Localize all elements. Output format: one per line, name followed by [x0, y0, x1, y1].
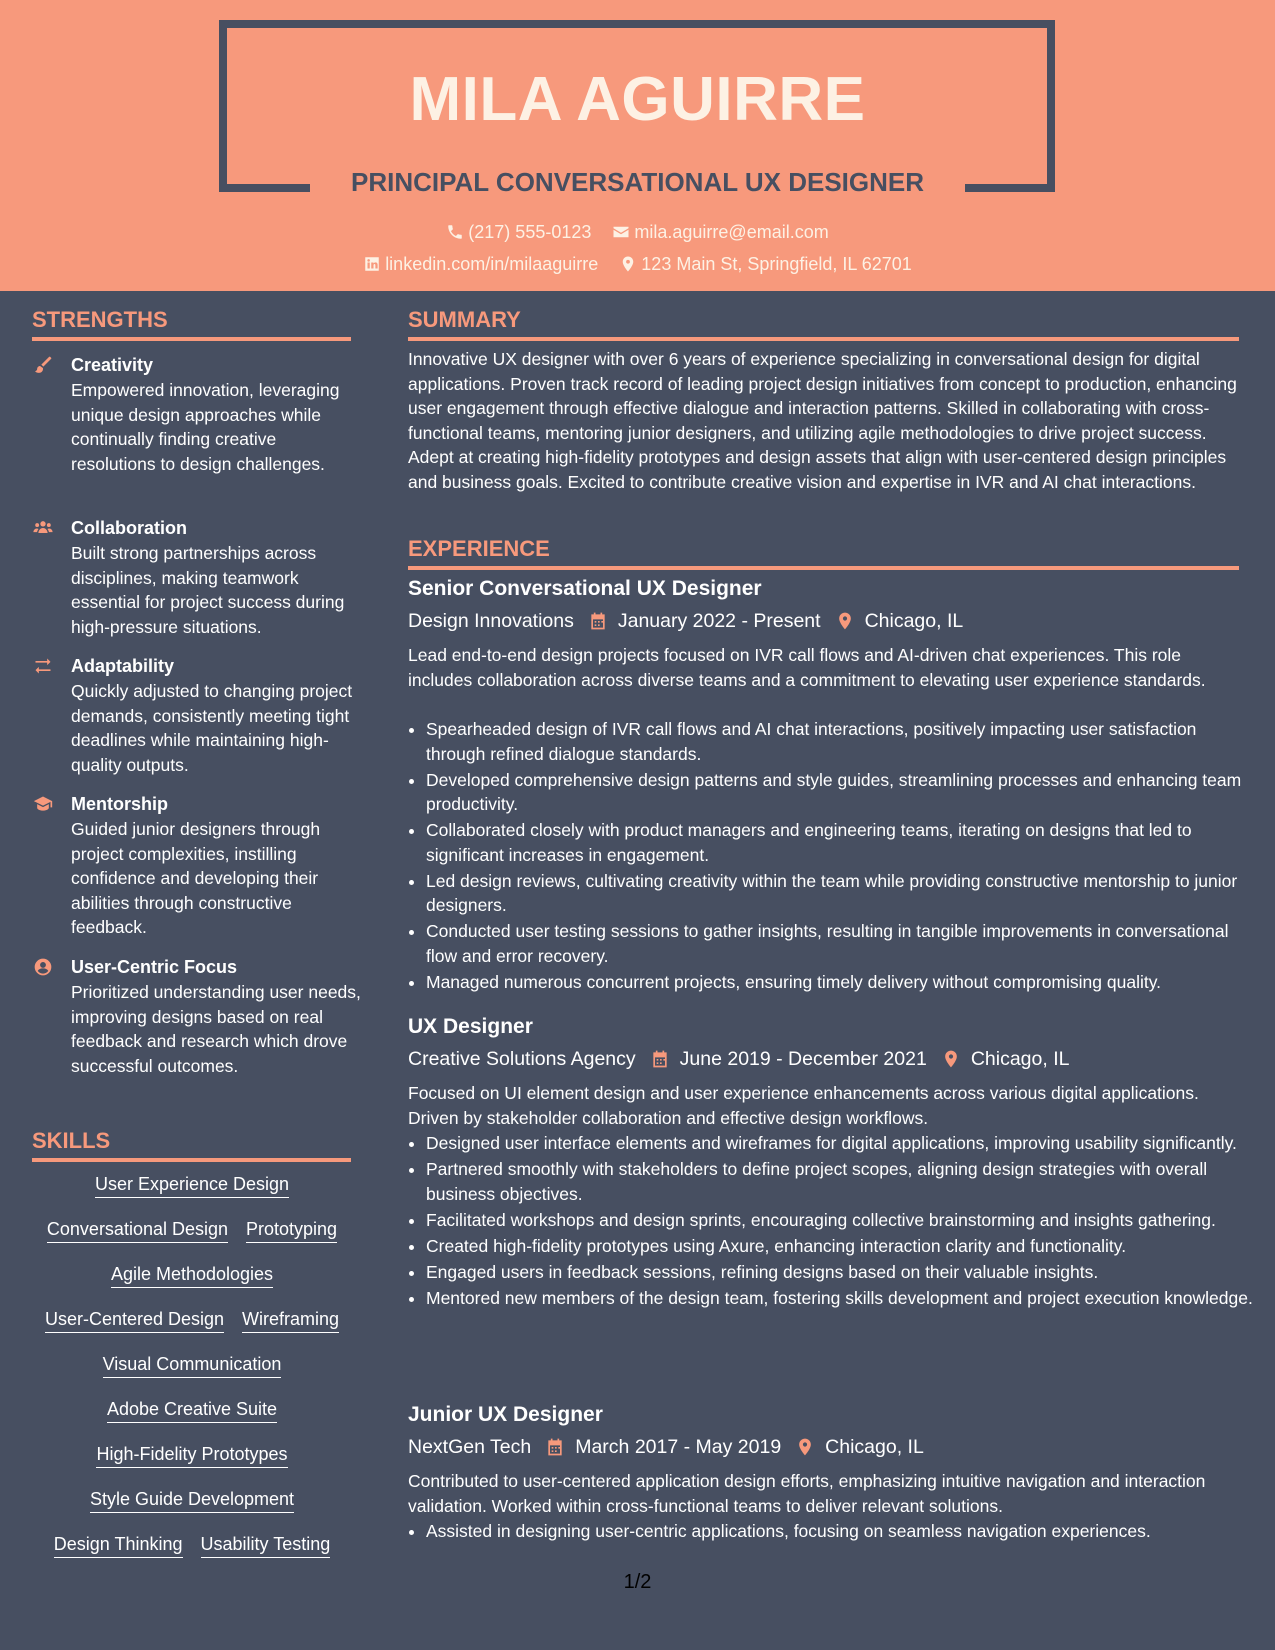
skills-row: [32, 1307, 352, 1352]
email-text: mila.aguirre@email.com: [634, 222, 829, 242]
envelope-icon: [612, 223, 630, 241]
job-bullet: • Facilitated workshops and design sprints, encouraging collective brainstorming and insights gathering.: [426, 1208, 1256, 1233]
job-meta: [408, 1046, 1069, 1072]
strengths-rule: [32, 337, 351, 341]
skill-tag: Wireframing: [242, 1307, 339, 1333]
page-number: 1/2: [623, 1571, 652, 1593]
map-pin-icon: [835, 611, 855, 631]
graduation-cap-icon: [32, 794, 56, 816]
skill-tag: Adobe Creative Suite: [107, 1397, 277, 1423]
phone-contact[interactable]: [446, 220, 591, 244]
skills-row: [32, 1487, 352, 1532]
strength-item: [32, 654, 352, 774]
map-pin-icon: [619, 255, 637, 273]
skill-tag: Conversational Design: [47, 1217, 228, 1243]
job-dates: June 2019 - December 2021: [679, 1048, 927, 1070]
strength-title: Mentorship: [71, 794, 168, 814]
strength-item: [32, 792, 352, 942]
experience-rule: [408, 566, 1239, 570]
job-bullets: [408, 1519, 1256, 1545]
candidate-title: PRINCIPAL CONVERSATIONAL UX DESIGNER: [350, 167, 925, 197]
job-description: Focused on UI element design and user experience enhancements across various digital applications. Driven by stakeholder collaboration and effective design workflows.: [408, 1083, 1199, 1128]
skill-tag: Visual Communication: [103, 1352, 282, 1378]
job-location: Chicago, IL: [864, 610, 964, 632]
paintbrush-icon: [32, 355, 56, 377]
skill-tag: User-Centered Design: [45, 1307, 224, 1333]
skills-row: [32, 1262, 352, 1307]
summary-heading: SUMMARY: [408, 307, 521, 332]
skills-row: [32, 1397, 352, 1442]
skills-rule: [32, 1158, 351, 1162]
job-meta: [408, 1434, 924, 1460]
job-dates: March 2017 - May 2019: [575, 1436, 782, 1458]
frame-border-top: [219, 20, 1055, 28]
job-title: Junior UX Designer: [408, 1403, 603, 1426]
strength-item: [32, 516, 352, 636]
calendar-icon: [650, 1049, 670, 1069]
job-bullet: • Developed comprehensive design patterns and style guides, streamlining processes and enhancing team productivity.: [426, 768, 1256, 817]
skill-tag: Prototyping: [246, 1217, 337, 1243]
exchange-arrows-icon: [32, 656, 56, 678]
map-pin-icon: [795, 1437, 815, 1457]
job-bullet: • Assisted in designing user-centric applications, focusing on seamless navigation experiences.: [426, 1519, 1256, 1544]
contact-row-2: [0, 252, 1275, 279]
strength-title: Adaptability: [71, 656, 175, 676]
skills-row: [32, 1217, 352, 1262]
job-bullets: [408, 717, 1256, 996]
job-bullet: • Conducted user testing sessions to gather insights, resulting in tangible improvements in conversational flow and error recovery.: [426, 919, 1256, 968]
strength-desc: Built strong partnerships across disciplines, making teamwork essential for project success during high-pressure situations.: [71, 543, 345, 637]
strength-title: User-Centric Focus: [71, 957, 238, 977]
skill-tag: Agile Methodologies: [111, 1262, 273, 1288]
phone-text: (217) 555-0123: [468, 222, 592, 242]
job-company: NextGen Tech: [408, 1436, 532, 1458]
job-bullet: • Collaborated closely with product managers and engineering teams, iterating on designs that led to significant increases in engagement.: [426, 818, 1256, 867]
skill-tag: High-Fidelity Prototypes: [96, 1442, 287, 1468]
job-description: Lead end-to-end design projects focused on IVR call flows and AI-driven chat experiences. This role includes collaboration across diverse teams and a commitment to elevating user experience standards.: [408, 645, 1206, 690]
strength-item: [32, 353, 352, 503]
skills-row: [32, 1352, 352, 1397]
skills-heading: SKILLS: [32, 1128, 111, 1153]
job-bullet: • Spearheaded design of IVR call flows and AI chat interactions, positively impacting user satisfaction through refined dialogue standards.: [426, 717, 1256, 766]
job-title: Senior Conversational UX Designer: [408, 577, 762, 600]
job-location: Chicago, IL: [970, 1048, 1070, 1070]
job-company: Creative Solutions Agency: [408, 1048, 636, 1070]
job-title: UX Designer: [408, 1015, 533, 1038]
summary-text: Innovative UX designer with over 6 years of experience specializing in conversational design for digital applications. Proven track record of leading project design initiatives from concept to production, enhancing user engagement through effective dialogue and interaction patterns. Skilled in collaborating with cross-functional teams, mentoring junior designers, and utilizing agile methodologies to drive project success. Adept at creating high-fidelity prototypes and design assets that align with user-centered design principles and business goals. Excited to contribute creative vision and expertise in IVR and AI chat interactions.: [408, 349, 1237, 492]
strength-desc: Empowered innovation, leveraging unique design approaches while continually finding creative resolutions to design challenges.: [71, 380, 340, 474]
experience-heading: EXPERIENCE: [408, 536, 550, 561]
job-dates: January 2022 - Present: [617, 610, 821, 632]
strengths-heading: STRENGTHS: [32, 307, 168, 332]
header-banner: [0, 0, 1275, 291]
calendar-icon: [588, 611, 608, 631]
job-bullet: • Created high-fidelity prototypes using Axure, enhancing interaction clarity and functionality.: [426, 1234, 1256, 1259]
job-bullet: • Managed numerous concurrent projects, ensuring timely delivery without compromising quality.: [426, 970, 1256, 995]
job-description: Contributed to user-centered application design efforts, emphasizing intuitive navigation and interaction validation. Worked within cross-functional teams to deliver relevant solutions.: [408, 1471, 1206, 1516]
job-bullets: [408, 1131, 1256, 1312]
skill-tag: Style Guide Development: [90, 1487, 294, 1513]
strength-desc: Quickly adjusted to changing project demands, consistently meeting tight deadlines while maintaining high-quality outputs.: [71, 681, 353, 775]
linkedin-contact[interactable]: [363, 252, 598, 276]
address-text: 123 Main St, Springfield, IL 62701: [641, 254, 912, 274]
phone-icon: [446, 223, 464, 241]
calendar-icon: [545, 1437, 565, 1457]
linkedin-icon: [363, 255, 381, 273]
job-location: Chicago, IL: [825, 1436, 924, 1458]
job-bullet: • Engaged users in feedback sessions, refining designs based on their valuable insights.: [426, 1260, 1256, 1285]
candidate-name: MILA AGUIRRE: [409, 65, 866, 134]
skill-tag: Design Thinking: [54, 1532, 183, 1558]
address-contact: [619, 252, 912, 276]
linkedin-text: linkedin.com/in/milaaguirre: [385, 254, 599, 274]
skills-row: [32, 1172, 352, 1217]
job-bullet: • Designed user interface elements and wireframes for digital applications, improving usability significantly.: [426, 1131, 1256, 1156]
map-pin-icon: [941, 1049, 961, 1069]
contact-row-1: [0, 220, 1275, 247]
strength-title: Collaboration: [71, 518, 187, 538]
job-bullet: • Mentored new members of the design team, fostering skills development and project execution knowledge.: [426, 1286, 1256, 1311]
users-icon: [32, 518, 56, 540]
job-meta: [408, 608, 963, 634]
summary-rule: [408, 337, 1239, 341]
job-company: Design Innovations: [408, 610, 574, 632]
skills-list: [32, 1172, 352, 1577]
strength-item: [32, 955, 361, 1105]
strength-desc: Guided junior designers through project complexities, instilling confidence and developing their abilities through constructive feedback.: [71, 819, 321, 937]
strength-desc: Prioritized understanding user needs, improving designs based on real feedback and research which drove successful outcomes.: [71, 982, 361, 1076]
job-bullet: • Partnered smoothly with stakeholders to define project scopes, aligning design strategies with overall business objectives.: [426, 1157, 1256, 1206]
email-contact[interactable]: [612, 220, 828, 244]
user-circle-icon: [32, 957, 56, 979]
skill-tag: User Experience Design: [95, 1172, 289, 1198]
strength-title: Creativity: [71, 355, 154, 375]
skill-tag: Usability Testing: [201, 1532, 331, 1558]
skills-row: [32, 1442, 352, 1487]
job-bullet: • Led design reviews, cultivating creativity within the team while providing constructive mentorship to junior designers.: [426, 869, 1256, 918]
